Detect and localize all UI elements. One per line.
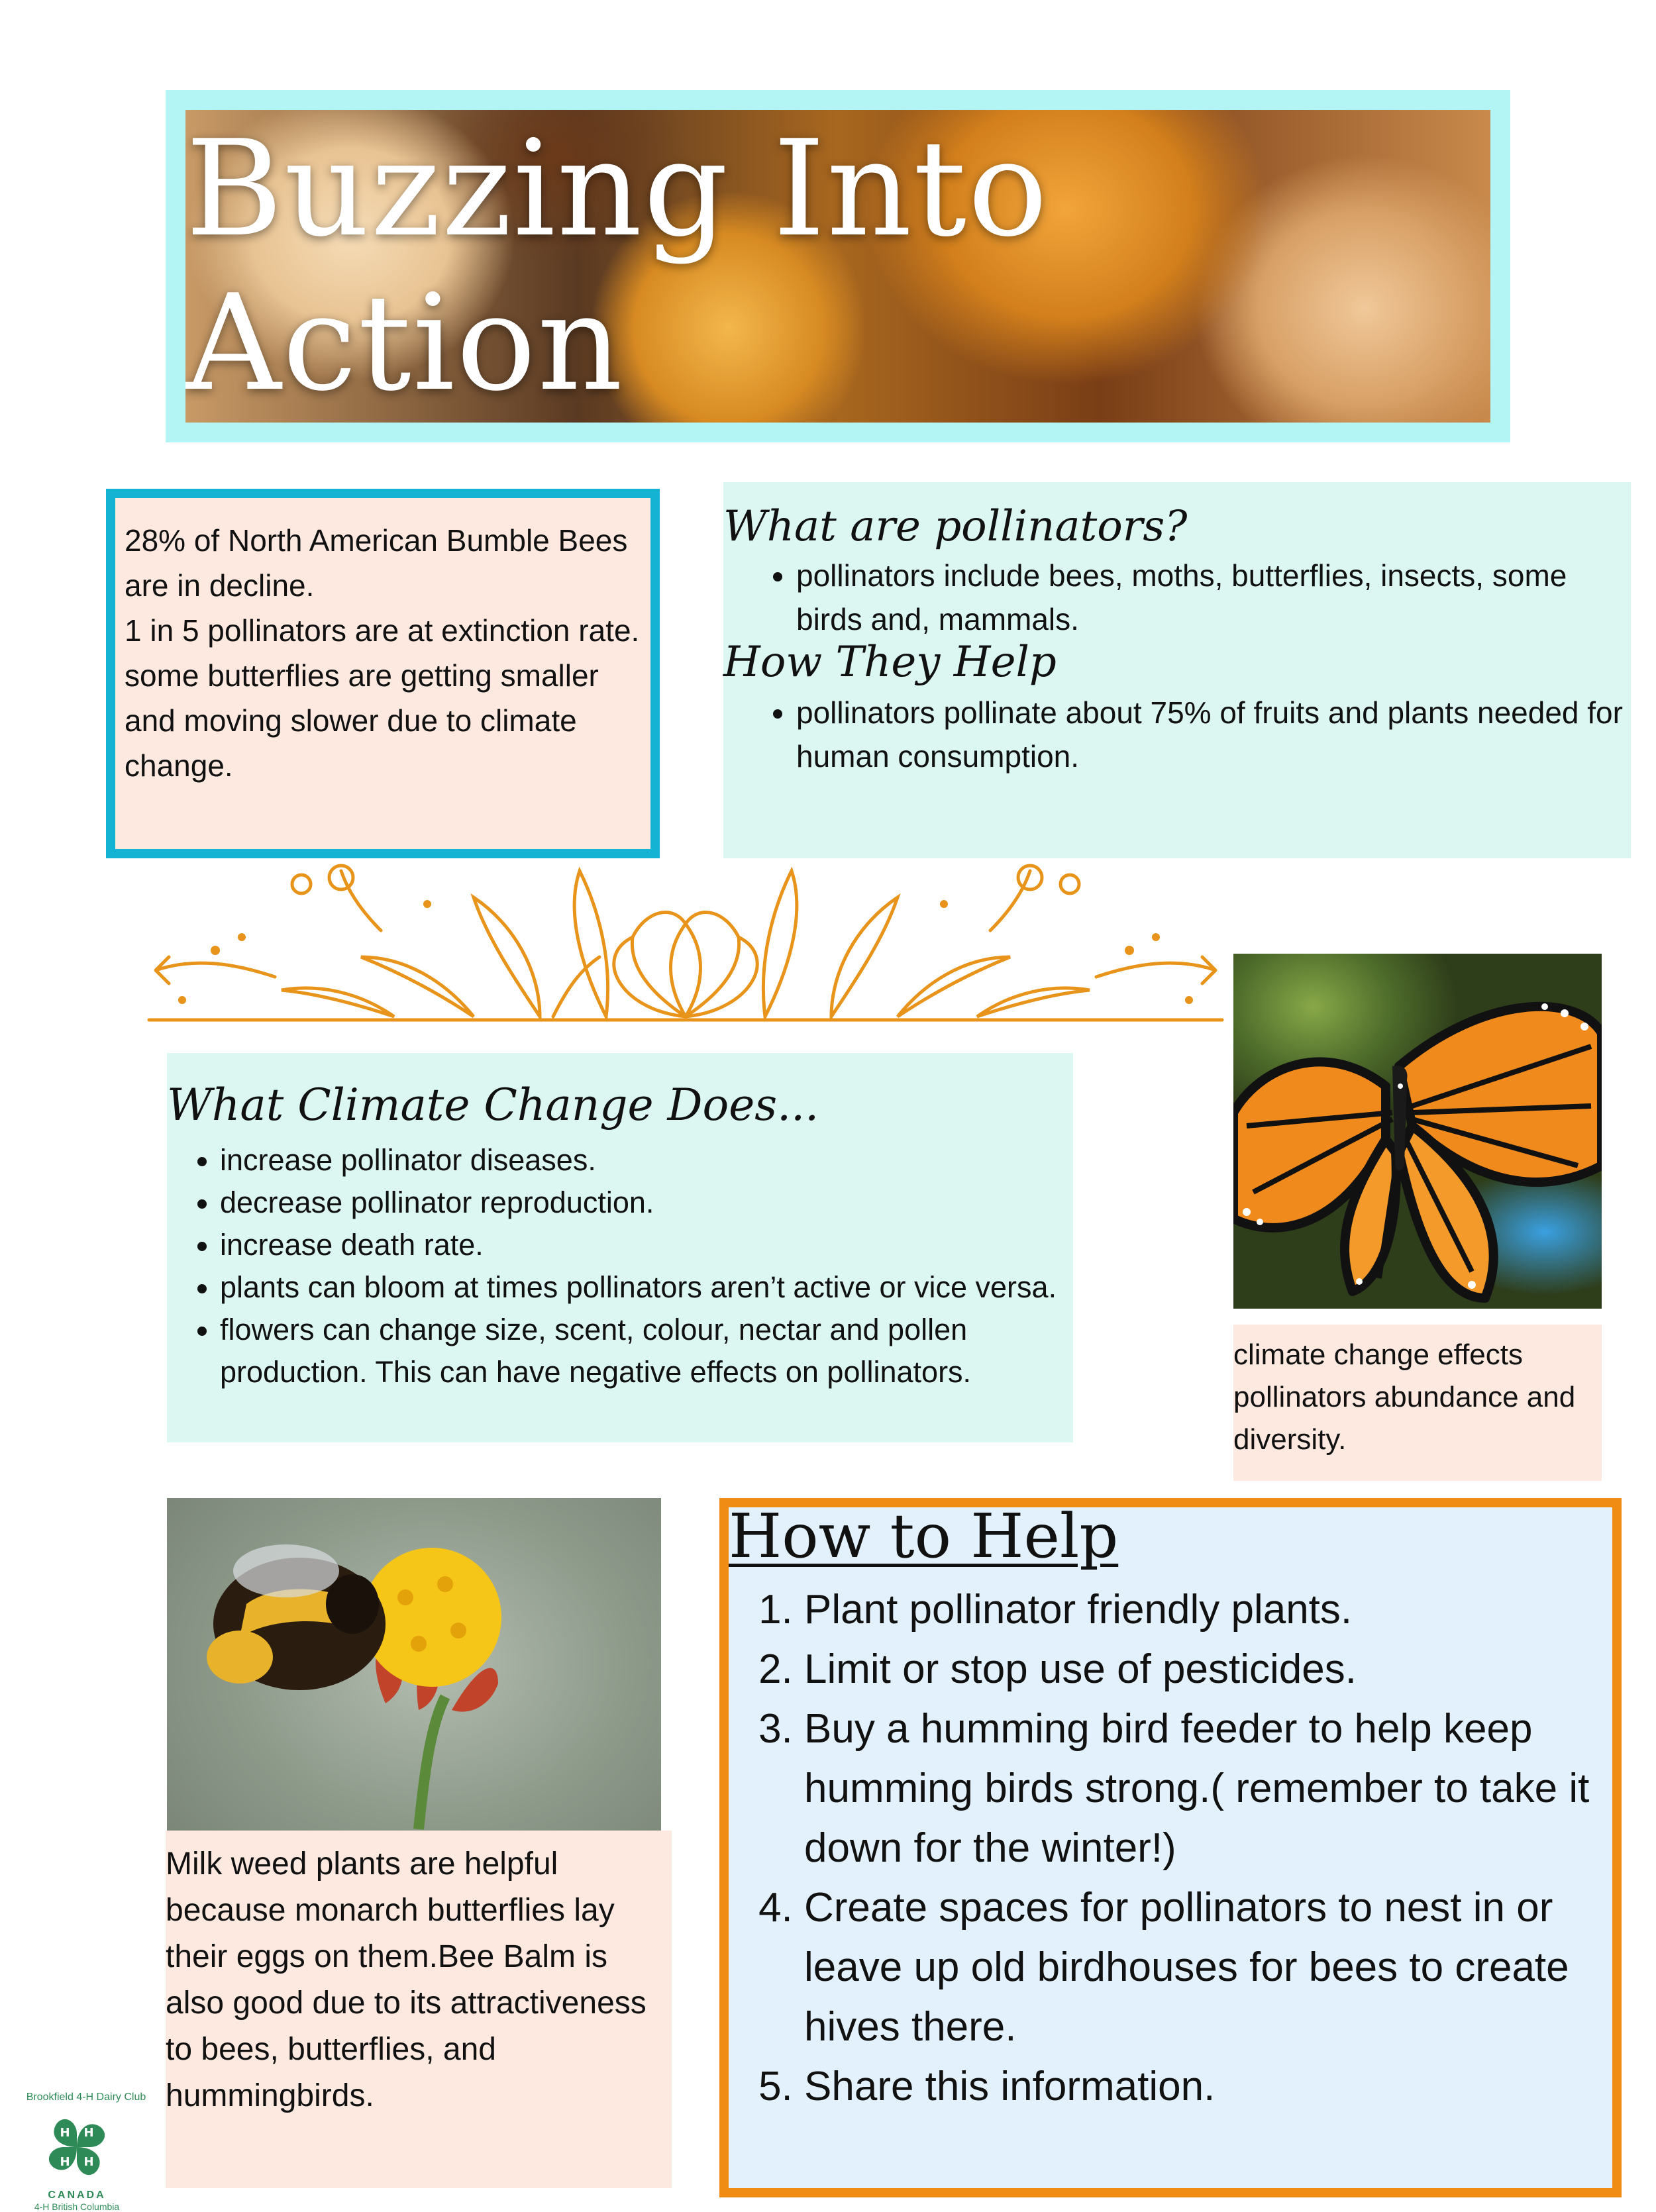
climate-heading: What Climate Change Does... [167,1080,819,1131]
stats-box [106,489,660,858]
stat-line: some butterflies are getting smaller and moving slower due to climate change. [125,658,599,783]
svg-text:H: H [83,2155,94,2169]
list-item: • increase death rate. [220,1224,1061,1266]
svg-text:H: H [60,2155,70,2169]
logo-region: 4-H British Columbia [34,2201,120,2212]
list-item: • pollinators include bees, moths, butterflies, insects, some birds and, mammals. [796,554,1624,641]
club-name: Brookfield 4-H Dairy Club [26,2091,146,2103]
svg-text:H: H [83,2126,94,2140]
stats-text [125,518,694,788]
bumble-bee-photo [167,1498,661,1831]
list-item: 1. Plant pollinator friendly plants. [804,1580,1630,1640]
plant-tips-caption: Milk weed plants are helpful because monarch butterflies lay their eggs on them.Bee Balm is also good due to its attractiveness to bees, butterflies, and hummingbirds. [166,1831,672,2188]
how-to-help-box [719,1498,1622,2197]
pollinators-heading: What are pollinators? [723,502,1188,551]
title-banner [166,90,1510,442]
pollinators-list [763,554,1624,641]
svg-text:H: H [60,2126,70,2140]
flower-photo [185,110,1490,423]
butterfly-caption: climate change effects pollinators abundance and diversity. [1233,1325,1602,1481]
monarch-butterfly-photo [1233,954,1602,1309]
logo-country: CANADA [48,2189,106,2201]
floral-ornament [142,858,1229,1043]
list-item: 4. Create spaces for pollinators to nest in or leave up old birdhouses for bees to create hives there. [804,1878,1630,2057]
stat-line: 1 in 5 pollinators are at extinction rate. [125,613,640,648]
how-to-help-heading: How to Help [729,1501,1119,1572]
how-they-help-list [763,691,1624,778]
climate-list [187,1139,1061,1393]
list-item: 3. Buy a humming bird feeder to help keep humming birds strong.( remember to take it down for the winter!) [804,1699,1630,1878]
list-item: 5. Share this information. [804,2057,1630,2117]
how-to-help-list [762,1580,1630,2117]
pollinators-box [723,482,1631,858]
list-item: 2. Limit or stop use of pesticides. [804,1640,1630,1699]
list-item: • pollinators pollinate about 75% of fruits and plants needed for human consumption. [796,691,1624,778]
page-title: Buzzing Into Action [185,112,1049,421]
climate-effects-box [167,1053,1073,1442]
clover-logo-icon [37,2107,117,2187]
list-item: • plants can bloom at times pollinators aren’t active or vice versa. [220,1266,1061,1309]
list-item: • flowers can change size, scent, colour, nectar and pollen production. This can have negative effects on pollinators. [220,1309,1061,1393]
list-item: • decrease pollinator reproduction. [220,1181,1061,1224]
how-they-help-heading: How They Help [723,638,1057,687]
list-item: • increase pollinator diseases. [220,1139,1061,1181]
stat-line: 28% of North American Bumble Bees are in decline. [125,523,628,603]
